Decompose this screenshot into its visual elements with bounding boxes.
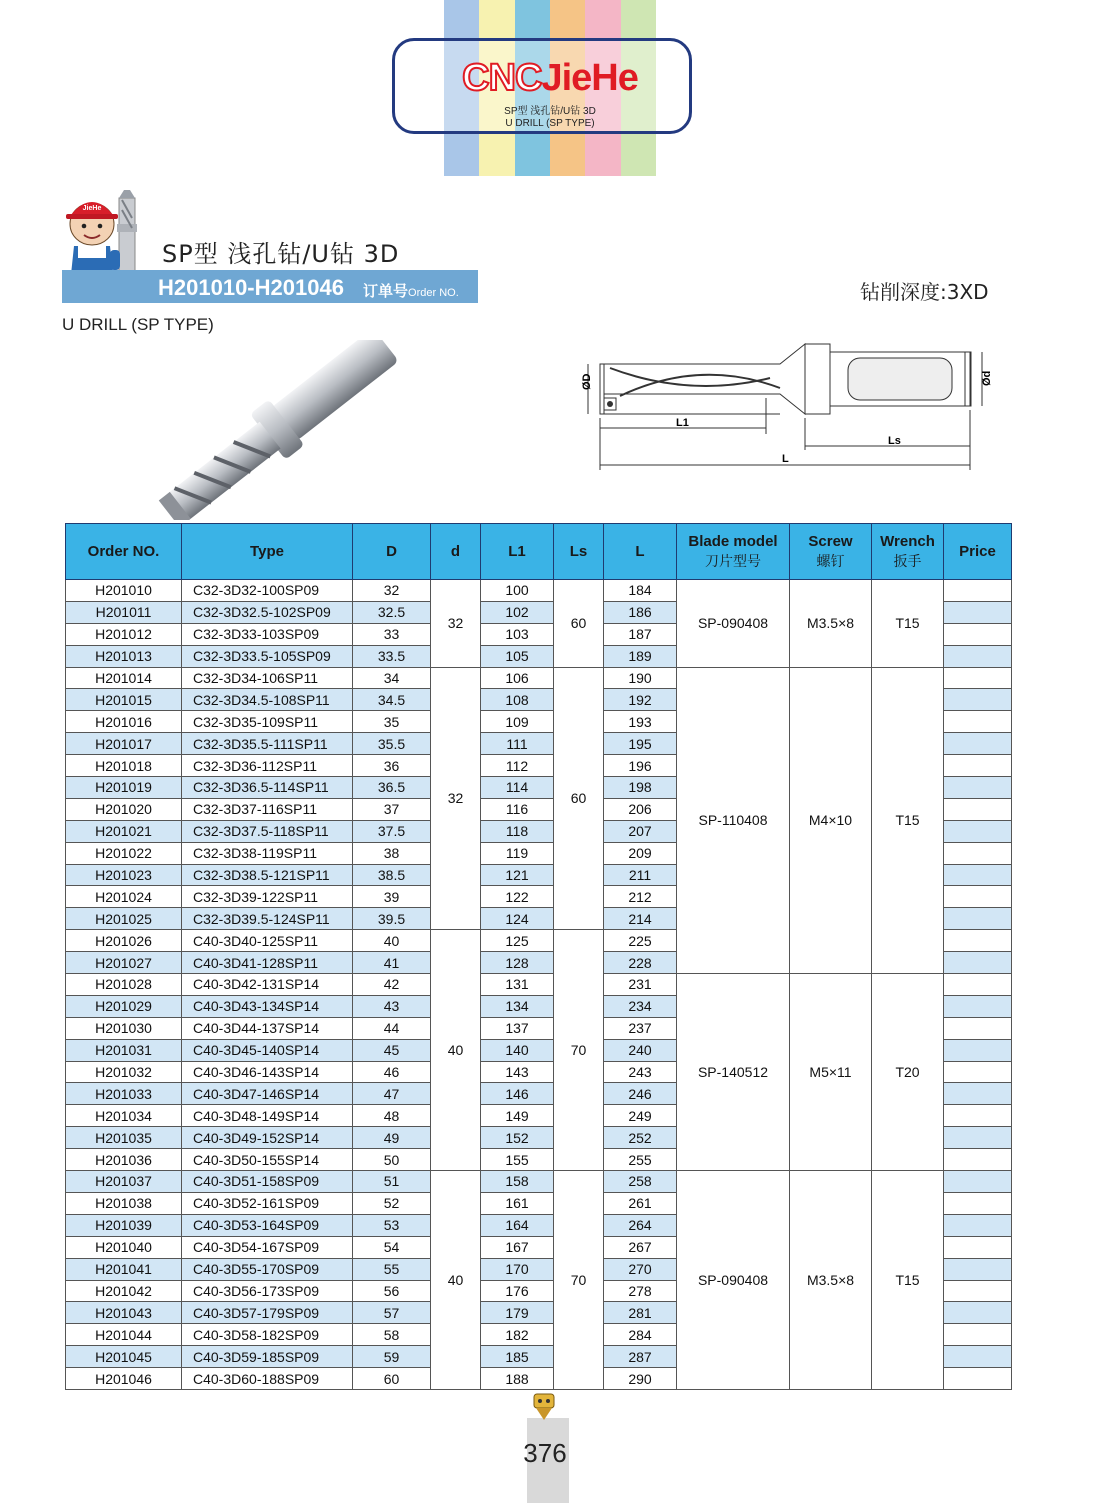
cell-price <box>944 1346 1012 1368</box>
cell-price <box>944 974 1012 996</box>
table-body <box>66 580 1012 1390</box>
cell-L1: 119 <box>481 842 554 864</box>
cell-D: 39.5 <box>353 908 431 930</box>
cell-type: C40-3D55-170SP09 <box>182 1258 353 1280</box>
cell-L: 287 <box>604 1346 677 1368</box>
cell-L1: 105 <box>481 645 554 667</box>
col-screw <box>790 524 872 580</box>
cell-order-no: H201035 <box>66 1127 182 1149</box>
cell-L: 258 <box>604 1171 677 1193</box>
cell-price <box>944 711 1012 733</box>
brand-subtitle-en: U DRILL (SP TYPE) <box>505 118 595 129</box>
cell-L1: 164 <box>481 1214 554 1236</box>
cell-type: C40-3D52-161SP09 <box>182 1192 353 1214</box>
cell-d: 40 <box>431 930 481 1171</box>
cell-Ls: 60 <box>554 667 604 930</box>
cell-price <box>944 777 1012 799</box>
cell-D: 52 <box>353 1192 431 1214</box>
cell-L1: 116 <box>481 798 554 820</box>
cell-price <box>944 1368 1012 1390</box>
dim-label-L: L <box>782 453 789 465</box>
cell-L1: 124 <box>481 908 554 930</box>
cell-order-no: H201022 <box>66 842 182 864</box>
cell-L: 290 <box>604 1368 677 1390</box>
cell-price <box>944 580 1012 602</box>
cell-D: 59 <box>353 1346 431 1368</box>
col-L1: L1 <box>481 524 554 580</box>
col-price: Price <box>944 524 1012 580</box>
cell-d: 32 <box>431 667 481 930</box>
cell-blade-model: SP-090408 <box>677 1171 790 1390</box>
cell-D: 37.5 <box>353 820 431 842</box>
cell-order-no: H201045 <box>66 1346 182 1368</box>
cell-price <box>944 1127 1012 1149</box>
cell-D: 58 <box>353 1324 431 1346</box>
table-row <box>66 1171 1012 1193</box>
cell-L: 184 <box>604 580 677 602</box>
table-row <box>66 667 1012 689</box>
cell-order-no: H201030 <box>66 1017 182 1039</box>
col-L: L <box>604 524 677 580</box>
cell-L1: 137 <box>481 1017 554 1039</box>
cell-type: C32-3D37-116SP11 <box>182 798 353 820</box>
cell-order-no: H201031 <box>66 1039 182 1061</box>
cell-L: 240 <box>604 1039 677 1061</box>
cell-blade-model: SP-110408 <box>677 667 790 973</box>
cell-type: C32-3D38.5-121SP11 <box>182 864 353 886</box>
cell-order-no: H201037 <box>66 1171 182 1193</box>
col-d: d <box>431 524 481 580</box>
col-D: D <box>353 524 431 580</box>
cell-L: 237 <box>604 1017 677 1039</box>
cell-price <box>944 1280 1012 1302</box>
cell-order-no: H201026 <box>66 930 182 952</box>
table-row <box>66 580 1012 602</box>
cell-L: 214 <box>604 908 677 930</box>
cell-type: C40-3D54-167SP09 <box>182 1236 353 1258</box>
cell-type: C40-3D47-146SP14 <box>182 1083 353 1105</box>
cell-L: 225 <box>604 930 677 952</box>
cell-L1: 161 <box>481 1192 554 1214</box>
dim-label-D: ØD <box>581 373 593 390</box>
cell-type: C40-3D49-152SP14 <box>182 1127 353 1149</box>
cell-type: C40-3D45-140SP14 <box>182 1039 353 1061</box>
cell-L1: 108 <box>481 689 554 711</box>
cell-L: 281 <box>604 1302 677 1324</box>
dim-label-d: Ød <box>981 370 993 386</box>
cell-order-no: H201036 <box>66 1149 182 1171</box>
cell-price <box>944 667 1012 689</box>
cell-type: C32-3D33-103SP09 <box>182 623 353 645</box>
cell-order-no: H201019 <box>66 777 182 799</box>
cell-L: 207 <box>604 820 677 842</box>
cell-L1: 155 <box>481 1149 554 1171</box>
cell-L1: 122 <box>481 886 554 908</box>
cell-L1: 176 <box>481 1280 554 1302</box>
cell-price <box>944 864 1012 886</box>
cell-L: 270 <box>604 1258 677 1280</box>
cell-order-no: H201038 <box>66 1192 182 1214</box>
brand-cnc: CNC <box>462 57 542 99</box>
cell-price <box>944 908 1012 930</box>
cell-D: 37 <box>353 798 431 820</box>
cell-type: C40-3D50-155SP14 <box>182 1149 353 1171</box>
cell-D: 55 <box>353 1258 431 1280</box>
cell-L1: 170 <box>481 1258 554 1280</box>
drilling-depth: 钻削深度:3XD <box>860 280 989 304</box>
cell-type: C32-3D32-100SP09 <box>182 580 353 602</box>
cell-type: C40-3D46-143SP14 <box>182 1061 353 1083</box>
drill-technical-diagram <box>570 338 1010 473</box>
cell-L: 231 <box>604 974 677 996</box>
cell-order-no: H201042 <box>66 1280 182 1302</box>
cell-order-no: H201020 <box>66 798 182 820</box>
cell-D: 35.5 <box>353 733 431 755</box>
drill-product-photo <box>110 340 440 520</box>
col-screw-cn: 螺钉 <box>816 553 845 570</box>
cell-D: 54 <box>353 1236 431 1258</box>
cell-L: 198 <box>604 777 677 799</box>
cell-order-no: H201034 <box>66 1105 182 1127</box>
cell-L1: 134 <box>481 995 554 1017</box>
cell-price <box>944 952 1012 974</box>
cell-blade-model: SP-090408 <box>677 580 790 668</box>
spec-table <box>65 523 1012 1390</box>
cell-L1: 182 <box>481 1324 554 1346</box>
cell-L: 193 <box>604 711 677 733</box>
col-order-no: Order NO. <box>66 524 182 580</box>
cell-type: C40-3D48-149SP14 <box>182 1105 353 1127</box>
page-number: 376 <box>523 1438 567 1468</box>
cell-price <box>944 623 1012 645</box>
cell-price <box>944 1149 1012 1171</box>
cell-order-no: H201024 <box>66 886 182 908</box>
cell-L1: 146 <box>481 1083 554 1105</box>
cell-price <box>944 1083 1012 1105</box>
cell-L1: 112 <box>481 755 554 777</box>
dim-label-Ls: Ls <box>888 435 901 447</box>
table-row <box>66 974 1012 996</box>
cell-D: 44 <box>353 1017 431 1039</box>
cell-order-no: H201039 <box>66 1214 182 1236</box>
cell-type: C32-3D37.5-118SP11 <box>182 820 353 842</box>
cell-L: 234 <box>604 995 677 1017</box>
cell-L: 192 <box>604 689 677 711</box>
cell-L: 211 <box>604 864 677 886</box>
cell-type: C40-3D57-179SP09 <box>182 1302 353 1324</box>
product-title: SP型 浅孔钻/U钻 3D <box>162 240 400 268</box>
cell-type: C40-3D58-182SP09 <box>182 1324 353 1346</box>
cell-wrench: T15 <box>872 667 944 973</box>
cell-L: 264 <box>604 1214 677 1236</box>
cell-order-no: H201010 <box>66 580 182 602</box>
cell-L1: 111 <box>481 733 554 755</box>
cell-Ls: 70 <box>554 1171 604 1390</box>
cell-D: 36 <box>353 755 431 777</box>
col-blade-en: Blade model <box>688 532 778 550</box>
cell-type: C32-3D39-122SP11 <box>182 886 353 908</box>
cell-L1: 167 <box>481 1236 554 1258</box>
cell-L1: 131 <box>481 974 554 996</box>
cell-L: 187 <box>604 623 677 645</box>
cell-L1: 100 <box>481 580 554 602</box>
cell-order-no: H201013 <box>66 645 182 667</box>
footer-mascot-icon <box>528 1390 560 1422</box>
cell-L: 190 <box>604 667 677 689</box>
col-wrench-en: Wrench <box>880 532 935 550</box>
cell-D: 56 <box>353 1280 431 1302</box>
cell-price <box>944 1324 1012 1346</box>
cell-L: 252 <box>604 1127 677 1149</box>
cell-wrench: T15 <box>872 1171 944 1390</box>
cell-blade-model: SP-140512 <box>677 974 790 1171</box>
cell-L: 196 <box>604 755 677 777</box>
cell-L: 246 <box>604 1083 677 1105</box>
cell-D: 32 <box>353 580 431 602</box>
cell-L1: 106 <box>481 667 554 689</box>
cell-type: C32-3D39.5-124SP11 <box>182 908 353 930</box>
cell-D: 53 <box>353 1214 431 1236</box>
cell-D: 33 <box>353 623 431 645</box>
cell-D: 38.5 <box>353 864 431 886</box>
cell-type: C40-3D44-137SP14 <box>182 1017 353 1039</box>
cell-D: 33.5 <box>353 645 431 667</box>
brand-jiehe: JieHe <box>541 57 638 99</box>
cell-price <box>944 1171 1012 1193</box>
cell-order-no: H201025 <box>66 908 182 930</box>
col-screw-en: Screw <box>808 532 853 550</box>
cell-D: 48 <box>353 1105 431 1127</box>
cell-price <box>944 1258 1012 1280</box>
cell-L: 267 <box>604 1236 677 1258</box>
cell-type: C32-3D33.5-105SP09 <box>182 645 353 667</box>
product-subtitle: U DRILL (SP TYPE) <box>62 315 214 334</box>
cell-order-no: H201029 <box>66 995 182 1017</box>
cell-price <box>944 755 1012 777</box>
cell-D: 57 <box>353 1302 431 1324</box>
cell-L1: 149 <box>481 1105 554 1127</box>
cell-type: C32-3D38-119SP11 <box>182 842 353 864</box>
cell-L1: 103 <box>481 623 554 645</box>
col-blade-cn: 刀片型号 <box>705 553 761 570</box>
cell-order-no: H201028 <box>66 974 182 996</box>
cell-price <box>944 930 1012 952</box>
cell-L: 186 <box>604 601 677 623</box>
cell-D: 50 <box>353 1149 431 1171</box>
cell-L1: 185 <box>481 1346 554 1368</box>
cell-screw: M5×11 <box>790 974 872 1171</box>
cell-D: 43 <box>353 995 431 1017</box>
brand-logo <box>444 58 656 98</box>
cell-d: 40 <box>431 1171 481 1390</box>
cell-price <box>944 1105 1012 1127</box>
cell-D: 49 <box>353 1127 431 1149</box>
cell-D: 60 <box>353 1368 431 1390</box>
cell-L1: 158 <box>481 1171 554 1193</box>
cell-price <box>944 1214 1012 1236</box>
cell-order-no: H201043 <box>66 1302 182 1324</box>
cell-L1: 114 <box>481 777 554 799</box>
cell-price <box>944 1302 1012 1324</box>
cell-price <box>944 1039 1012 1061</box>
cell-order-no: H201016 <box>66 711 182 733</box>
cell-order-no: H201046 <box>66 1368 182 1390</box>
cell-L1: 125 <box>481 930 554 952</box>
cell-L: 206 <box>604 798 677 820</box>
cell-wrench: T15 <box>872 580 944 668</box>
cell-D: 35 <box>353 711 431 733</box>
cell-D: 38 <box>353 842 431 864</box>
cell-type: C32-3D36-112SP11 <box>182 755 353 777</box>
cell-type: C32-3D32.5-102SP09 <box>182 601 353 623</box>
table-header-row <box>66 524 1012 580</box>
cell-D: 36.5 <box>353 777 431 799</box>
cell-type: C40-3D53-164SP09 <box>182 1214 353 1236</box>
cell-d: 32 <box>431 580 481 668</box>
col-type: Type <box>182 524 353 580</box>
cell-D: 39 <box>353 886 431 908</box>
cell-screw: M3.5×8 <box>790 580 872 668</box>
cell-L: 255 <box>604 1149 677 1171</box>
cell-D: 34.5 <box>353 689 431 711</box>
cell-D: 41 <box>353 952 431 974</box>
cell-price <box>944 645 1012 667</box>
cell-price <box>944 886 1012 908</box>
cell-L: 261 <box>604 1192 677 1214</box>
cell-type: C32-3D35.5-111SP11 <box>182 733 353 755</box>
cell-price <box>944 842 1012 864</box>
cell-price <box>944 820 1012 842</box>
cell-L: 278 <box>604 1280 677 1302</box>
cell-L: 195 <box>604 733 677 755</box>
cell-L1: 121 <box>481 864 554 886</box>
cell-type: C32-3D34.5-108SP11 <box>182 689 353 711</box>
cell-order-no: H201041 <box>66 1258 182 1280</box>
cell-L: 284 <box>604 1324 677 1346</box>
cell-D: 42 <box>353 974 431 996</box>
cell-price <box>944 798 1012 820</box>
col-blade-model <box>677 524 790 580</box>
cell-L: 228 <box>604 952 677 974</box>
cell-order-no: H201027 <box>66 952 182 974</box>
cell-L: 189 <box>604 645 677 667</box>
cell-order-no: H201015 <box>66 689 182 711</box>
cell-order-no: H201017 <box>66 733 182 755</box>
cell-price <box>944 601 1012 623</box>
cell-order-no: H201044 <box>66 1324 182 1346</box>
cell-L1: 109 <box>481 711 554 733</box>
cell-type: C40-3D43-134SP14 <box>182 995 353 1017</box>
cell-type: C32-3D34-106SP11 <box>182 667 353 689</box>
dim-label-L1: L1 <box>676 417 689 429</box>
cell-order-no: H201033 <box>66 1083 182 1105</box>
cell-price <box>944 1236 1012 1258</box>
cell-price <box>944 1061 1012 1083</box>
cell-type: C40-3D42-131SP14 <box>182 974 353 996</box>
cell-order-no: H201018 <box>66 755 182 777</box>
col-wrench-cn: 扳手 <box>893 553 922 570</box>
cell-order-no: H201021 <box>66 820 182 842</box>
cell-price <box>944 733 1012 755</box>
cell-L: 212 <box>604 886 677 908</box>
cell-type: C32-3D36.5-114SP11 <box>182 777 353 799</box>
cell-type: C40-3D41-128SP11 <box>182 952 353 974</box>
cell-D: 51 <box>353 1171 431 1193</box>
cell-type: C40-3D59-185SP09 <box>182 1346 353 1368</box>
col-wrench <box>872 524 944 580</box>
cell-price <box>944 1017 1012 1039</box>
cell-order-no: H201011 <box>66 601 182 623</box>
cell-type: C40-3D40-125SP11 <box>182 930 353 952</box>
cell-L1: 118 <box>481 820 554 842</box>
cell-L: 209 <box>604 842 677 864</box>
cell-order-no: H201032 <box>66 1061 182 1083</box>
cell-D: 34 <box>353 667 431 689</box>
cell-type: C40-3D56-173SP09 <box>182 1280 353 1302</box>
cell-Ls: 70 <box>554 930 604 1171</box>
order-label-en: Order NO. <box>408 287 459 299</box>
cell-wrench: T20 <box>872 974 944 1171</box>
cell-order-no: H201040 <box>66 1236 182 1258</box>
cell-order-no: H201023 <box>66 864 182 886</box>
cell-L: 249 <box>604 1105 677 1127</box>
cell-D: 47 <box>353 1083 431 1105</box>
col-Ls: Ls <box>554 524 604 580</box>
order-range: H201010-H201046 <box>158 275 344 300</box>
cell-L1: 188 <box>481 1368 554 1390</box>
cell-Ls: 60 <box>554 580 604 668</box>
cell-L1: 152 <box>481 1127 554 1149</box>
cell-L1: 143 <box>481 1061 554 1083</box>
cell-L1: 179 <box>481 1302 554 1324</box>
cell-type: C40-3D60-188SP09 <box>182 1368 353 1390</box>
cell-L1: 140 <box>481 1039 554 1061</box>
cell-L1: 102 <box>481 601 554 623</box>
cell-order-no: H201012 <box>66 623 182 645</box>
brand-subtitle-cn: SP型 浅孔钻/U钻 3D <box>504 106 596 117</box>
cell-L: 243 <box>604 1061 677 1083</box>
cell-D: 45 <box>353 1039 431 1061</box>
cell-D: 46 <box>353 1061 431 1083</box>
cell-price <box>944 689 1012 711</box>
cell-type: C32-3D35-109SP11 <box>182 711 353 733</box>
cell-type: C40-3D51-158SP09 <box>182 1171 353 1193</box>
cell-L1: 128 <box>481 952 554 974</box>
order-label-cn: 订单号 <box>363 283 409 300</box>
cell-price <box>944 1192 1012 1214</box>
cell-price <box>944 995 1012 1017</box>
mascot-cap-text: JieHe <box>82 205 102 212</box>
cell-order-no: H201014 <box>66 667 182 689</box>
cell-screw: M3.5×8 <box>790 1171 872 1390</box>
order-label <box>363 280 459 301</box>
cell-D: 40 <box>353 930 431 952</box>
cell-screw: M4×10 <box>790 667 872 973</box>
cell-D: 32.5 <box>353 601 431 623</box>
